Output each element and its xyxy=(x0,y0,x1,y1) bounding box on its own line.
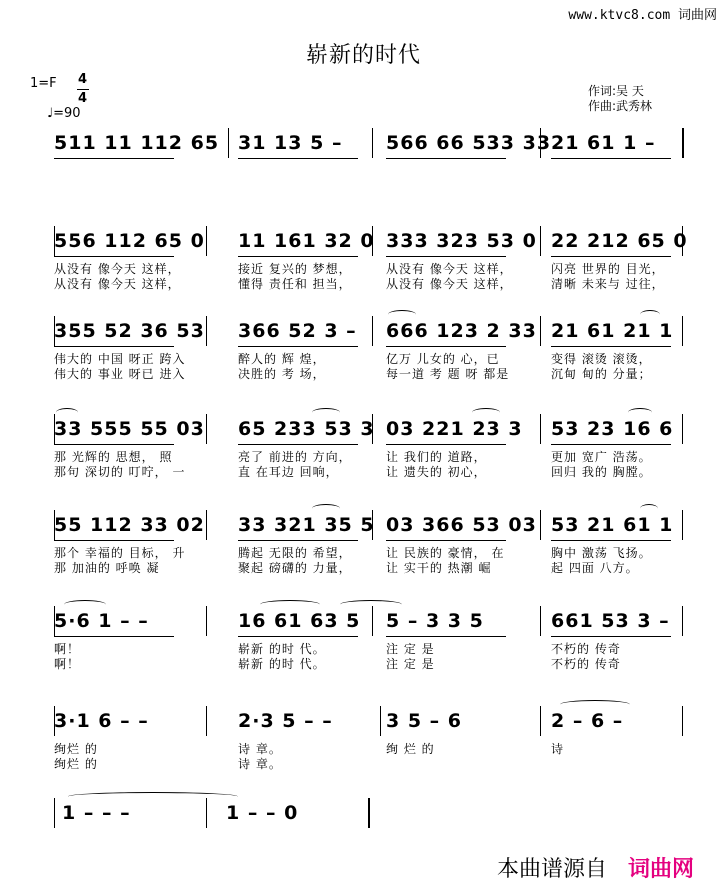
measure-notes: 355 52 36 53 xyxy=(54,320,205,342)
beam-underline xyxy=(238,158,358,159)
lyric-line-2: 让 遗失的 初心， xyxy=(386,465,487,479)
lyric-line-2: 让 实干的 热潮 崛 xyxy=(386,561,492,575)
lyric-line-1: 诗 章。 xyxy=(238,742,282,756)
lyric-line-1: 更加 宽广 浩荡。 xyxy=(551,450,652,464)
lyric-line-1: 诗 xyxy=(551,742,565,756)
composer-credit: 作曲:武秀林 xyxy=(588,99,653,113)
beam-underline xyxy=(238,540,358,541)
beam-underline xyxy=(386,256,506,257)
measure-notes: 31 13 5 – xyxy=(238,132,343,154)
measure-notes: 566 66 533 33 xyxy=(386,132,552,154)
lyric-line-2: 啊！ xyxy=(54,657,81,671)
measure-notes: 16 61 63 5 xyxy=(238,610,361,632)
time-signature-divider xyxy=(77,89,89,90)
footer xyxy=(0,848,727,884)
beam-underline xyxy=(238,346,358,347)
lyric-line-1: 让 我们的 道路， xyxy=(386,450,487,464)
beam-underline xyxy=(386,444,506,445)
beam-underline xyxy=(551,256,671,257)
beam-underline xyxy=(551,444,671,445)
lyric-line-2: 注 定 是 xyxy=(386,657,435,671)
beam-underline xyxy=(54,158,174,159)
lyric-line-2: 不朽的 传奇 xyxy=(551,657,621,671)
lyricist-credit: 作词:吴 天 xyxy=(588,84,644,98)
beam-underline xyxy=(54,444,174,445)
beam-underline xyxy=(386,540,506,541)
barline xyxy=(682,510,683,540)
lyric-line-2: 那 加油的 呼唤 凝 xyxy=(54,561,160,575)
lyric-line-2: 懂得 责任和 担当， xyxy=(238,277,352,291)
beam-underline xyxy=(386,636,506,637)
lyric-line-2: 起 四面 八方。 xyxy=(551,561,639,575)
measure-notes: 1 – – 0 xyxy=(226,802,299,824)
measure-notes: 3·1 6 – – xyxy=(54,710,149,732)
lyric-line-1: 闪亮 世界的 目光， xyxy=(551,262,665,276)
measure-notes: 5 – 3 3 5 xyxy=(386,610,484,632)
slur xyxy=(56,408,78,417)
lyric-line-2: 每一道 考 题 呀 都是 xyxy=(386,367,510,381)
lyric-line-1: 接近 复兴的 梦想， xyxy=(238,262,352,276)
barline xyxy=(206,226,207,256)
lyric-line-2: 回归 我的 胸膛。 xyxy=(551,465,652,479)
barline xyxy=(682,316,683,346)
lyric-line-1: 那个 幸福的 目标， 升 xyxy=(54,546,186,560)
measure-notes: 5·6 1 – – xyxy=(54,610,149,632)
tempo-marking: ♩=90 xyxy=(47,106,81,121)
beam-underline xyxy=(54,540,174,541)
lyric-line-1: 伟大的 中国 呀正 跨入 xyxy=(54,352,186,366)
lyric-line-2: 那句 深切的 叮咛， 一 xyxy=(54,465,186,479)
slur xyxy=(388,310,416,319)
score-system-4 xyxy=(0,414,727,484)
beam-underline xyxy=(54,636,174,637)
lyric-line-1: 变得 滚烫 滚烫， xyxy=(551,352,652,366)
measure-notes: 53 23 16 6 xyxy=(551,418,674,440)
slur xyxy=(472,408,500,417)
score-system-3 xyxy=(0,316,727,386)
barline xyxy=(380,706,381,736)
lyric-line-2: 崭新 的时 代。 xyxy=(238,657,326,671)
measure-notes: 21 61 21 1 xyxy=(551,320,674,342)
barline xyxy=(206,510,207,540)
lyric-line-1: 从没有 像今天 这样， xyxy=(54,262,181,276)
lyric-line-1: 让 民族的 豪情， 在 xyxy=(386,546,505,560)
score-system-5 xyxy=(0,510,727,580)
lyric-line-1: 那 光辉的 思想， 照 xyxy=(54,450,173,464)
barline xyxy=(540,606,541,636)
measure-notes: 556 112 65 0 xyxy=(54,230,205,252)
key-signature: 1=F xyxy=(30,76,57,91)
lyric-line-1: 啊！ xyxy=(54,642,81,656)
lyric-line-2: 沉甸 甸的 分量； xyxy=(551,367,652,381)
slur xyxy=(312,504,340,513)
song-title: 崭新的时代 xyxy=(305,43,421,68)
lyric-line-1: 亿万 儿女的 心，已 xyxy=(386,352,500,366)
lyric-line-2: 诗 章。 xyxy=(238,757,282,771)
barline xyxy=(228,128,229,158)
source-label: 本曲谱源自 xyxy=(497,857,608,882)
measure-notes: 55 112 33 02 xyxy=(54,514,205,536)
barline xyxy=(372,316,373,346)
barline xyxy=(540,414,541,444)
barline xyxy=(540,226,541,256)
lyric-line-1: 注 定 是 xyxy=(386,642,435,656)
beam-underline xyxy=(238,256,358,257)
lyric-line-2: 聚起 磅礴的 力量， xyxy=(238,561,352,575)
beam-underline xyxy=(551,346,671,347)
barline xyxy=(682,128,684,158)
measure-notes: 03 366 53 03 xyxy=(386,514,537,536)
score-system-6 xyxy=(0,606,727,676)
slur xyxy=(640,310,660,319)
lyric-line-1: 绚烂 的 xyxy=(54,742,98,756)
beam-underline xyxy=(386,158,506,159)
watermark: www.ktvc8.com 词曲网 xyxy=(568,8,717,23)
measure-notes: 33 321 35 5 xyxy=(238,514,375,536)
beam-underline xyxy=(386,346,506,347)
lyric-line-1: 亮了 前进的 方向， xyxy=(238,450,352,464)
barline xyxy=(540,706,541,736)
lyric-line-1: 胸中 激荡 飞扬。 xyxy=(551,546,652,560)
measure-notes: 333 323 53 0 xyxy=(386,230,537,252)
barline xyxy=(682,414,683,444)
measure-notes: 2 – 6 – xyxy=(551,710,624,732)
slur xyxy=(340,600,402,609)
barline xyxy=(206,798,207,828)
slur xyxy=(628,408,652,417)
barline xyxy=(372,128,373,158)
lyric-line-2: 清晰 未来与 过往， xyxy=(551,277,665,291)
barline xyxy=(206,316,207,346)
measure-notes: 65 233 53 3 xyxy=(238,418,375,440)
measure-notes: 3 5 – 6 xyxy=(386,710,463,732)
measure-notes: 2·3 5 – – xyxy=(238,710,333,732)
score-system-1 xyxy=(0,128,727,198)
measure-notes: 511 11 112 65 xyxy=(54,132,220,154)
slur xyxy=(640,504,658,513)
lyric-line-1: 崭新 的时 代。 xyxy=(238,642,326,656)
barline xyxy=(682,606,683,636)
measure-notes: 03 221 23 3 xyxy=(386,418,523,440)
beam-underline xyxy=(238,444,358,445)
time-signature-bottom: 4 xyxy=(78,91,88,106)
barline xyxy=(206,414,207,444)
slur xyxy=(64,600,106,609)
measure-notes: 661 53 3 – xyxy=(551,610,670,632)
measure-notes: 666 123 2 33 xyxy=(386,320,537,342)
barline xyxy=(540,316,541,346)
barline xyxy=(54,798,55,828)
beam-underline xyxy=(238,636,358,637)
lyric-line-2: 直 在耳边 回响， xyxy=(238,465,339,479)
barline xyxy=(368,798,370,828)
lyric-line-1: 绚 烂 的 xyxy=(386,742,435,756)
beam-underline xyxy=(551,636,671,637)
site-label: 词曲网 xyxy=(628,857,695,882)
score-system-2 xyxy=(0,226,727,296)
barline xyxy=(372,606,373,636)
measure-notes: 11 161 32 0 xyxy=(238,230,375,252)
measure-notes: 33 555 55 03 xyxy=(54,418,205,440)
lyric-line-2: 绚烂 的 xyxy=(54,757,98,771)
beam-underline xyxy=(54,346,174,347)
beam-underline xyxy=(551,540,671,541)
measure-notes: 366 52 3 – xyxy=(238,320,357,342)
lyric-line-2: 从没有 像今天 这样， xyxy=(54,277,181,291)
measure-notes: 1 – – – xyxy=(62,802,131,824)
slur xyxy=(68,792,238,801)
score-system-7 xyxy=(0,706,727,776)
lyric-line-2: 伟大的 事业 呀已 进入 xyxy=(54,367,186,381)
beam-underline xyxy=(551,158,671,159)
measure-notes: 22 212 65 0 xyxy=(551,230,688,252)
barline xyxy=(206,706,207,736)
barline xyxy=(206,606,207,636)
lyric-line-1: 从没有 像今天 这样， xyxy=(386,262,513,276)
lyric-line-2: 决胜的 考 场， xyxy=(238,367,326,381)
slur xyxy=(560,700,630,709)
lyric-line-2: 从没有 像今天 这样， xyxy=(386,277,513,291)
slur xyxy=(260,600,320,609)
time-signature-top: 4 xyxy=(78,72,88,87)
barline xyxy=(540,510,541,540)
measure-notes: 53 21 61 1 xyxy=(551,514,674,536)
lyric-line-1: 醉人的 辉 煌， xyxy=(238,352,326,366)
lyric-line-1: 不朽的 传奇 xyxy=(551,642,621,656)
beam-underline xyxy=(54,256,174,257)
barline xyxy=(682,706,683,736)
lyric-line-1: 腾起 无限的 希望， xyxy=(238,546,352,560)
slur xyxy=(312,408,340,417)
measure-notes: 21 61 1 – xyxy=(551,132,656,154)
